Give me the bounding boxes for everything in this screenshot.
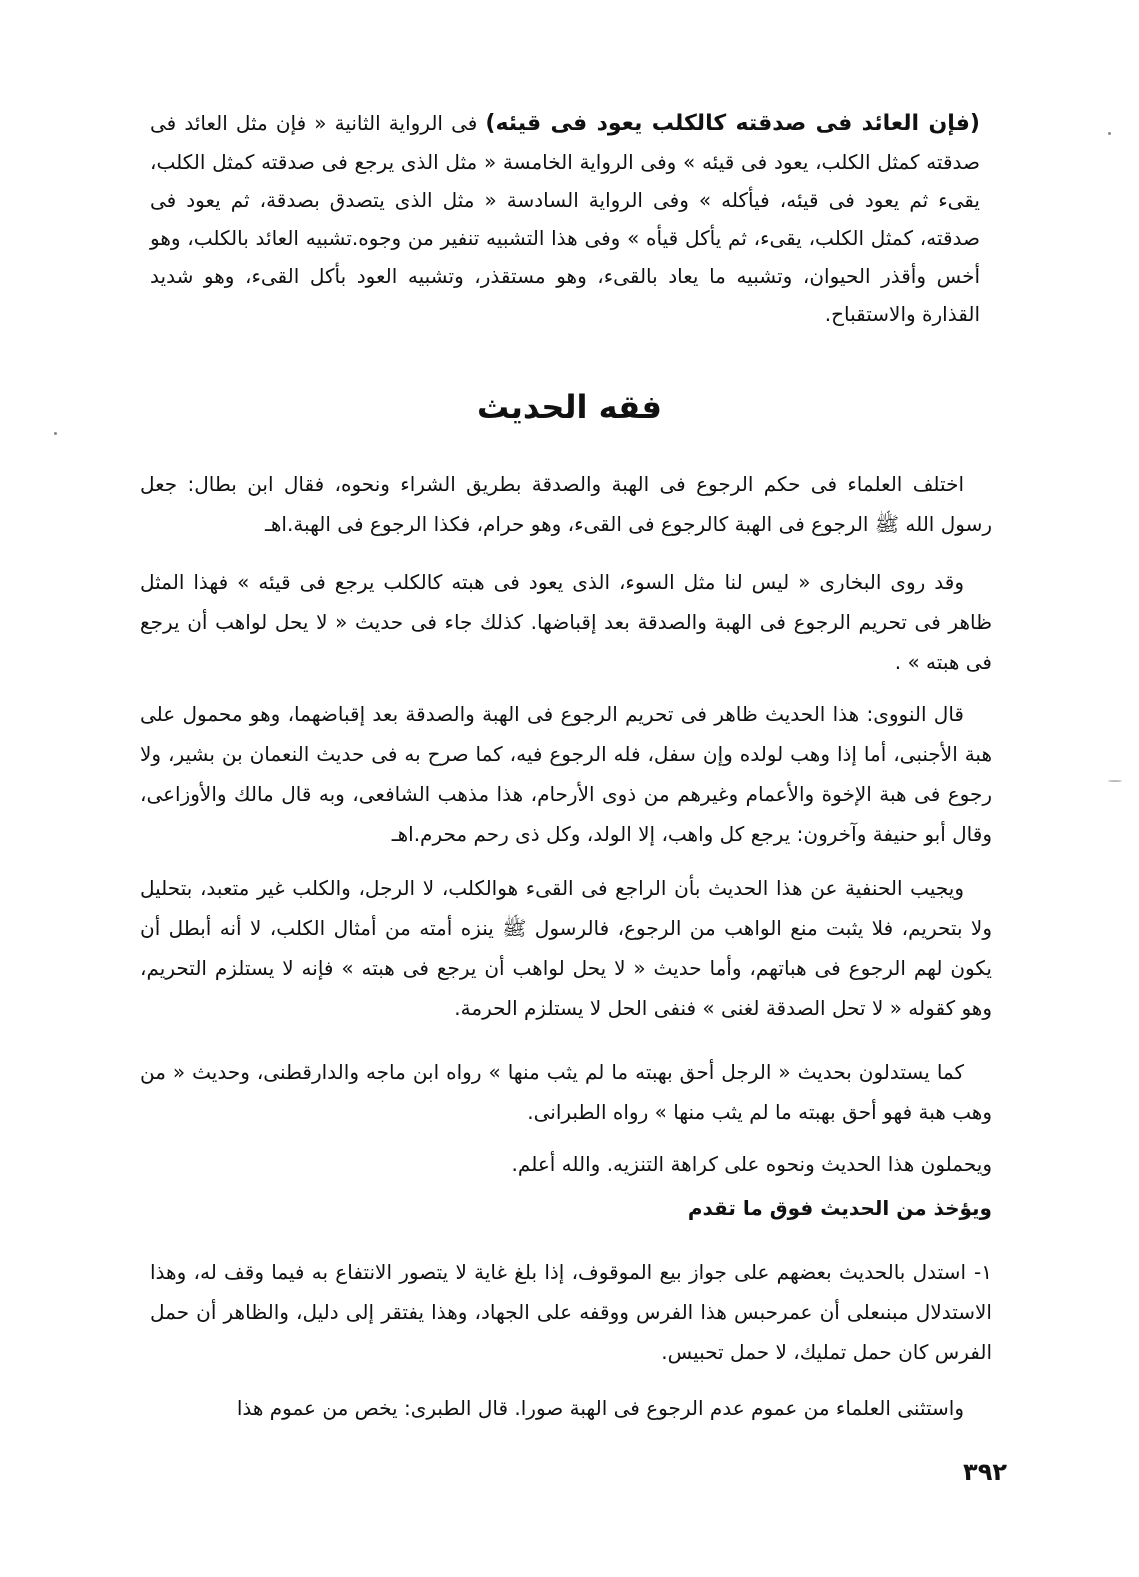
paragraph: وقد روى البخارى « ليس لنا مثل السوء، الذى يعود فى هبته كالكلب يرجع فى قيئه » فهذا المثل ظاهر فى تحريم الرجوع فى الهبة والصدقة بعد إقباضها. كذلك جاء فى حديث « لا يحل لواهب أن يرجع فى هبته » . xyxy=(140,570,992,674)
scan-speck xyxy=(54,432,57,435)
paragraph: ويحملون هذا الحديث ونحوه على كراهة التنزيه. والله أعلم. xyxy=(511,1152,992,1176)
intro-body: فى الرواية الثانية « فإن مثل العائد فى صدقته كمثل الكلب، يعود فى قيئه » وفى الرواية الخامسة « مثل الذى يرجع فى صدقته كمثل الكلب، يقىء ثم يعود فى قيئه، فيأكله » وفى الرواية السادسة « مثل الذى يتصدق بصدقة، ثم يعود فى صدقته، كمثل الكلب، يقىء، ثم يأكل قيأه » وفى هذا التشبيه تنفير من وجوه.تشبيه العائد بالكلب، وهو أخس وأقذر الحيوان، وتشبيه ما يعاد بالقىء، وهو مستقذر، وتشبيه العود بأكل القىء، وهو شديد القذارة والاستقباح. xyxy=(150,111,980,326)
intro-paragraph xyxy=(150,104,980,333)
intro-lead: (فإن العائد فى صدقته كالكلب يعود فى قيئه) xyxy=(485,111,980,136)
list-number: ١- xyxy=(974,1260,992,1284)
paragraph: قال النووى: هذا الحديث ظاهر فى تحريم الرجوع فى الهبة والصدقة بعد إقباضهما، وهو محمول على هبة الأجنبى، أما إذا وهب لولده وإن سفل، فله الرجوع فيه، كما صرح به فى حديث النعمان بن بشير، ولا رجوع فى هبة الإخوة والأعمام وغيرهم من ذوى الأرحام، هذا مذهب الشافعى، وبه قال مالك والأوزاعى، وقال أبو حنيفة وآخرون: يرجع كل واهب، إلا الولد، وكل ذى رحم محرم.اهـ xyxy=(140,702,992,846)
page-number: ٣٩٢ xyxy=(963,1458,1007,1486)
section-heading: فقه الحديث xyxy=(477,388,662,426)
paragraph: كما يستدلون بحديث « الرجل أحق بهبته ما لم يثب منها » رواه ابن ماجه والدارقطنى، وحديث « من وهب هبة فهو أحق بهبته ما لم يثب منها » رواه الطبرانى. xyxy=(140,1060,992,1124)
list-item xyxy=(150,1252,992,1372)
scan-speck xyxy=(1108,780,1122,782)
subheading: ويؤخذ من الحديث فوق ما تقدم xyxy=(687,1196,992,1220)
scan-speck xyxy=(1108,132,1111,135)
closing-paragraph: واستثنى العلماء من عموم عدم الرجوع فى الهبة صورا. قال الطبرى: يخص من عموم هذا xyxy=(236,1396,964,1420)
paragraph: ويجيب الحنفية عن هذا الحديث بأن الراجع فى القىء هوالكلب، لا الرجل، والكلب غير متعبد، بتحليل ولا بتحريم، فلا يثبت منع الواهب من الرجوع، فالرسول ﷺ ينزه أمته من أمثال الكلب، لا أنه أبطل أن يكون لهم الرجوع فى هباتهم، وأما حديث « لا يحل لواهب أن يرجع فى هبته » فإنه لا يستلزم التحريم، وهو كقوله « لا تحل الصدقة لغنى » فنفى الحل لا يستلزم الحرمة. xyxy=(140,876,992,1020)
list-text: استدل بالحديث بعضهم على جواز بيع الموقوف، إذا بلغ غاية لا يتصور الانتفاع به فيما وقف له، وهذا الاستدلال مبنىعلى أن عمرحبس هذا الفرس ووقفه على الجهاد، وهذا يفتقر إلى دليل، والظاهر أن حمل الفرس كان حمل تمليك، لا حمل تحبيس. xyxy=(150,1260,992,1364)
paragraph: اختلف العلماء فى حكم الرجوع فى الهبة والصدقة بطريق الشراء ونحوه، فقال ابن بطال: جعل رسول الله ﷺ الرجوع فى الهبة كالرجوع فى القىء، وهو حرام، فكذا الرجوع فى الهبة.اهـ xyxy=(140,472,992,536)
